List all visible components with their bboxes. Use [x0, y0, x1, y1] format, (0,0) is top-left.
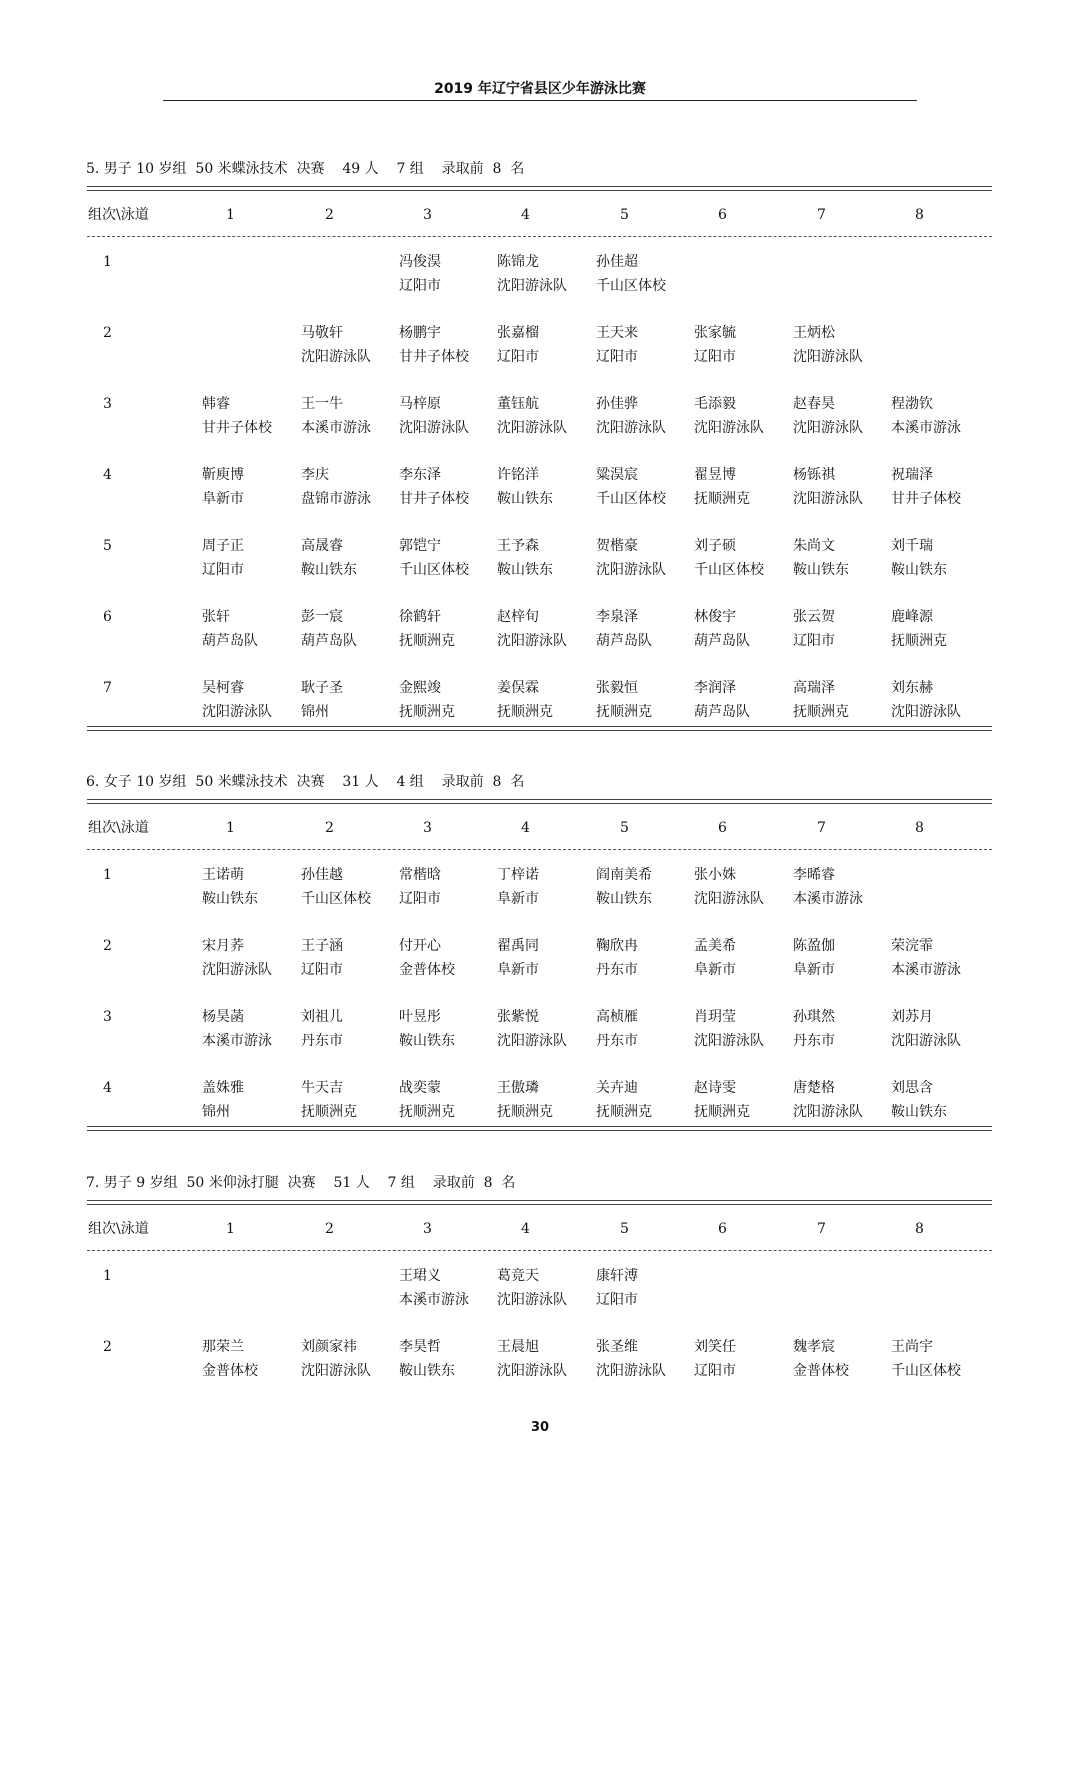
double-rule: [87, 186, 992, 191]
swimmer-team: 沈阳游泳队: [793, 349, 863, 365]
lane-header: 1: [226, 1221, 235, 1237]
swimmer-team: 千山区体校: [596, 491, 666, 507]
swimmer-name: 鹿峰源: [891, 609, 933, 625]
event-section: [0, 158, 1080, 758]
swimmer-name: 丁梓诺: [497, 867, 539, 883]
swimmer-name: 赵梓旬: [497, 609, 539, 625]
swimmer-name: 郭铠宁: [399, 538, 441, 554]
dashed-rule: [87, 1250, 992, 1251]
event-title: 5. 男子 10 岁组 50 米蝶泳技术 决赛 49 人 7 组 录取前 8 名: [86, 161, 525, 177]
swimmer-team: 千山区体校: [694, 562, 764, 578]
swimmer-name: 荣浣霏: [891, 938, 933, 954]
swimmer-name: 关卉迪: [596, 1080, 638, 1096]
swimmer-name: 翟禹同: [497, 938, 539, 954]
swimmer-name: 马敬轩: [301, 325, 343, 341]
lane-header: 7: [817, 1221, 826, 1237]
heat-number: 5: [103, 538, 112, 554]
swimmer-team: 葫芦岛队: [301, 633, 357, 649]
swimmer-name: 宋月荞: [202, 938, 244, 954]
swimmer-name: 孙佳超: [596, 254, 638, 270]
swimmer-name: 刘子硕: [694, 538, 736, 554]
swimmer-team: 抚顺洲克: [596, 1104, 652, 1120]
swimmer-team: 锦州: [202, 1104, 230, 1120]
lane-header: 8: [915, 820, 924, 836]
swimmer-team: 鞍山铁东: [891, 1104, 947, 1120]
swimmer-team: 抚顺洲克: [399, 1104, 455, 1120]
swimmer-name: 祝瑞泽: [891, 467, 933, 483]
heat-number: 1: [103, 254, 112, 270]
lane-header: 7: [817, 820, 826, 836]
swimmer-name: 唐楚格: [793, 1080, 835, 1096]
swimmer-name: 魏孝宸: [793, 1339, 835, 1355]
swimmer-team: 辽阳市: [301, 962, 343, 978]
swimmer-name: 陈锦龙: [497, 254, 539, 270]
swimmer-team: 沈阳游泳队: [793, 420, 863, 436]
lane-header: 6: [718, 1221, 727, 1237]
heat-number: 2: [103, 1339, 112, 1355]
swimmer-team: 本溪市游泳: [399, 1292, 469, 1308]
swimmer-team: 阜新市: [202, 491, 244, 507]
swimmer-team: 沈阳游泳队: [399, 420, 469, 436]
swimmer-name: 赵春昊: [793, 396, 835, 412]
event-title: 7. 男子 9 岁组 50 米仰泳打腿 决赛 51 人 7 组 录取前 8 名: [86, 1175, 516, 1191]
swimmer-team: 千山区体校: [596, 278, 666, 294]
swimmer-team: 抚顺洲克: [596, 704, 652, 720]
swimmer-team: 沈阳游泳队: [891, 704, 961, 720]
swimmer-team: 盘锦市游泳: [301, 491, 371, 507]
double-rule: [87, 726, 992, 731]
swimmer-team: 辽阳市: [596, 1292, 638, 1308]
swimmer-name: 付开心: [399, 938, 441, 954]
swimmer-name: 刘笑任: [694, 1339, 736, 1355]
swimmer-team: 本溪市游泳: [891, 420, 961, 436]
dashed-rule: [87, 849, 992, 850]
swimmer-name: 王子涵: [301, 938, 343, 954]
swimmer-name: 王予森: [497, 538, 539, 554]
swimmer-name: 贺楷豪: [596, 538, 638, 554]
swimmer-team: 沈阳游泳队: [694, 891, 764, 907]
lane-header: 8: [915, 1221, 924, 1237]
swimmer-name: 冯俊淏: [399, 254, 441, 270]
swimmer-team: 辽阳市: [202, 562, 244, 578]
heat-lane-header: 组次\泳道: [88, 1221, 149, 1237]
lane-header: 3: [423, 207, 432, 223]
swimmer-team: 阜新市: [694, 962, 736, 978]
swimmer-team: 阜新市: [497, 891, 539, 907]
swimmer-team: 葫芦岛队: [202, 633, 258, 649]
header-rule: [163, 100, 917, 101]
swimmer-name: 李润泽: [694, 680, 736, 696]
swimmer-team: 丹东市: [596, 1033, 638, 1049]
swimmer-team: 辽阳市: [497, 349, 539, 365]
swimmer-name: 王诺萌: [202, 867, 244, 883]
swimmer-team: 鞍山铁东: [497, 562, 553, 578]
swimmer-team: 甘井子体校: [891, 491, 961, 507]
swimmer-team: 沈阳游泳队: [301, 349, 371, 365]
swimmer-name: 孟美希: [694, 938, 736, 954]
swimmer-team: 甘井子体校: [202, 420, 272, 436]
swimmer-team: 金普体校: [202, 1363, 258, 1379]
event-section: [0, 1172, 1080, 1772]
swimmer-name: 吴柯睿: [202, 680, 244, 696]
swimmer-team: 丹东市: [793, 1033, 835, 1049]
swimmer-name: 陈盈伽: [793, 938, 835, 954]
swimmer-team: 葫芦岛队: [694, 704, 750, 720]
swimmer-name: 粱淏宸: [596, 467, 638, 483]
swimmer-name: 张云贺: [793, 609, 835, 625]
heat-number: 4: [103, 467, 112, 483]
swimmer-team: 本溪市游泳: [202, 1033, 272, 1049]
swimmer-name: 鞠欣冉: [596, 938, 638, 954]
heat-number: 3: [103, 1009, 112, 1025]
swimmer-name: 张小姝: [694, 867, 736, 883]
heat-number: 3: [103, 396, 112, 412]
heat-number: 1: [103, 867, 112, 883]
swimmer-team: 抚顺洲克: [793, 704, 849, 720]
swimmer-team: 鞍山铁东: [793, 562, 849, 578]
swimmer-name: 靳庾博: [202, 467, 244, 483]
swimmer-team: 抚顺洲克: [399, 704, 455, 720]
swimmer-team: 沈阳游泳队: [497, 1033, 567, 1049]
swimmer-team: 辽阳市: [793, 633, 835, 649]
lane-header: 5: [620, 820, 629, 836]
lane-header: 4: [521, 1221, 530, 1237]
swimmer-name: 王炳松: [793, 325, 835, 341]
swimmer-name: 康轩溥: [596, 1268, 638, 1284]
swimmer-team: 辽阳市: [694, 1363, 736, 1379]
heat-number: 7: [103, 680, 112, 696]
swimmer-name: 彭一宸: [301, 609, 343, 625]
swimmer-name: 许铭洋: [497, 467, 539, 483]
swimmer-name: 王一牛: [301, 396, 343, 412]
lane-header: 1: [226, 820, 235, 836]
swimmer-name: 王尚宇: [891, 1339, 933, 1355]
swimmer-team: 葫芦岛队: [596, 633, 652, 649]
swimmer-name: 董钰航: [497, 396, 539, 412]
swimmer-name: 盖姝雅: [202, 1080, 244, 1096]
swimmer-team: 抚顺洲克: [891, 633, 947, 649]
lane-header: 2: [325, 207, 334, 223]
swimmer-team: 沈阳游泳队: [497, 633, 567, 649]
swimmer-team: 本溪市游泳: [891, 962, 961, 978]
lane-header: 5: [620, 1221, 629, 1237]
lane-header: 2: [325, 1221, 334, 1237]
swimmer-name: 高瑞泽: [793, 680, 835, 696]
lane-header: 1: [226, 207, 235, 223]
swimmer-name: 孙琪然: [793, 1009, 835, 1025]
swimmer-team: 鞍山铁东: [399, 1033, 455, 1049]
heat-number: 4: [103, 1080, 112, 1096]
swimmer-team: 沈阳游泳队: [497, 1363, 567, 1379]
swimmer-team: 沈阳游泳队: [497, 1292, 567, 1308]
swimmer-name: 阎南美希: [596, 867, 652, 883]
swimmer-name: 王珺义: [399, 1268, 441, 1284]
heat-number: 2: [103, 325, 112, 341]
swimmer-team: 沈阳游泳队: [301, 1363, 371, 1379]
swimmer-team: 沈阳游泳队: [497, 278, 567, 294]
swimmer-team: 抚顺洲克: [497, 1104, 553, 1120]
swimmer-name: 刘千瑞: [891, 538, 933, 554]
heat-lane-header: 组次\泳道: [88, 820, 149, 836]
swimmer-team: 本溪市游泳: [793, 891, 863, 907]
lane-header: 7: [817, 207, 826, 223]
swimmer-team: 千山区体校: [301, 891, 371, 907]
double-rule: [87, 1200, 992, 1205]
swimmer-team: 抚顺洲克: [694, 1104, 750, 1120]
swimmer-team: 葫芦岛队: [694, 633, 750, 649]
swimmer-team: 抚顺洲克: [694, 491, 750, 507]
swimmer-name: 张圣维: [596, 1339, 638, 1355]
lane-header: 3: [423, 1221, 432, 1237]
swimmer-name: 杨昊菡: [202, 1009, 244, 1025]
swimmer-team: 鞍山铁东: [399, 1363, 455, 1379]
lane-header: 4: [521, 207, 530, 223]
swimmer-name: 毛添毅: [694, 396, 736, 412]
swimmer-name: 王傲璘: [497, 1080, 539, 1096]
swimmer-name: 牛天吉: [301, 1080, 343, 1096]
swimmer-name: 赵诗雯: [694, 1080, 736, 1096]
swimmer-team: 沈阳游泳队: [694, 420, 764, 436]
dashed-rule: [87, 236, 992, 237]
swimmer-name: 高晟睿: [301, 538, 343, 554]
swimmer-team: 抚顺洲克: [399, 633, 455, 649]
swimmer-name: 刘祖儿: [301, 1009, 343, 1025]
swimmer-name: 李东泽: [399, 467, 441, 483]
swimmer-team: 沈阳游泳队: [891, 1033, 961, 1049]
swimmer-team: 沈阳游泳队: [596, 562, 666, 578]
swimmer-team: 甘井子体校: [399, 491, 469, 507]
swimmer-name: 李庆: [301, 467, 329, 483]
heat-number: 2: [103, 938, 112, 954]
event-title: 6. 女子 10 岁组 50 米蝶泳技术 决赛 31 人 4 组 录取前 8 名: [86, 774, 525, 790]
swimmer-team: 千山区体校: [399, 562, 469, 578]
heat-number: 1: [103, 1268, 112, 1284]
swimmer-team: 金普体校: [399, 962, 455, 978]
swimmer-name: 杨鹏宇: [399, 325, 441, 341]
lane-header: 4: [521, 820, 530, 836]
swimmer-name: 徐鹤轩: [399, 609, 441, 625]
swimmer-team: 甘井子体校: [399, 349, 469, 365]
swimmer-team: 丹东市: [301, 1033, 343, 1049]
swimmer-team: 沈阳游泳队: [202, 704, 272, 720]
swimmer-team: 沈阳游泳队: [596, 1363, 666, 1379]
swimmer-name: 金熙竣: [399, 680, 441, 696]
swimmer-name: 马梓原: [399, 396, 441, 412]
swimmer-team: 沈阳游泳队: [202, 962, 272, 978]
swimmer-name: 李泉泽: [596, 609, 638, 625]
lane-header: 3: [423, 820, 432, 836]
lane-header: 6: [718, 207, 727, 223]
swimmer-name: 叶昱彤: [399, 1009, 441, 1025]
swimmer-team: 阜新市: [497, 962, 539, 978]
swimmer-name: 周子正: [202, 538, 244, 554]
swimmer-name: 李晞睿: [793, 867, 835, 883]
swimmer-name: 翟昱博: [694, 467, 736, 483]
swimmer-name: 刘东赫: [891, 680, 933, 696]
swimmer-team: 金普体校: [793, 1363, 849, 1379]
swimmer-name: 孙佳骅: [596, 396, 638, 412]
swimmer-name: 高桢雁: [596, 1009, 638, 1025]
swimmer-team: 抚顺洲克: [497, 704, 553, 720]
lane-header: 6: [718, 820, 727, 836]
swimmer-team: 辽阳市: [399, 278, 441, 294]
swimmer-team: 沈阳游泳队: [793, 1104, 863, 1120]
swimmer-name: 肖玥莹: [694, 1009, 736, 1025]
swimmer-name: 张紫悦: [497, 1009, 539, 1025]
swimmer-team: 抚顺洲克: [301, 1104, 357, 1120]
swimmer-team: 本溪市游泳: [301, 420, 371, 436]
double-rule: [87, 1126, 992, 1131]
swimmer-team: 沈阳游泳队: [694, 1033, 764, 1049]
swimmer-name: 王天来: [596, 325, 638, 341]
double-rule: [87, 799, 992, 804]
page-header-title: 2019 年辽宁省县区少年游泳比赛: [434, 81, 646, 97]
lane-header: 8: [915, 207, 924, 223]
swimmer-team: 辽阳市: [596, 349, 638, 365]
swimmer-name: 程渤钦: [891, 396, 933, 412]
swimmer-team: 千山区体校: [891, 1363, 961, 1379]
swimmer-name: 刘思含: [891, 1080, 933, 1096]
swimmer-team: 鞍山铁东: [301, 562, 357, 578]
swimmer-name: 刘苏月: [891, 1009, 933, 1025]
swimmer-team: 沈阳游泳队: [596, 420, 666, 436]
swimmer-name: 张轩: [202, 609, 230, 625]
swimmer-name: 孙佳越: [301, 867, 343, 883]
swimmer-name: 张毅恒: [596, 680, 638, 696]
swimmer-name: 朱尚文: [793, 538, 835, 554]
swimmer-team: 辽阳市: [694, 349, 736, 365]
lane-header: 2: [325, 820, 334, 836]
swimmer-team: 锦州: [301, 704, 329, 720]
swimmer-team: 阜新市: [793, 962, 835, 978]
swimmer-name: 韩睿: [202, 396, 230, 412]
swimmer-team: 鞍山铁东: [891, 562, 947, 578]
swimmer-team: 丹东市: [596, 962, 638, 978]
swimmer-team: 鞍山铁东: [497, 491, 553, 507]
swimmer-team: 辽阳市: [399, 891, 441, 907]
swimmer-name: 张家毓: [694, 325, 736, 341]
swimmer-name: 刘颜家祎: [301, 1339, 357, 1355]
swimmer-team: 沈阳游泳队: [497, 420, 567, 436]
swimmer-name: 战奕蒙: [399, 1080, 441, 1096]
swimmer-name: 葛竞天: [497, 1268, 539, 1284]
swimmer-name: 张嘉榴: [497, 325, 539, 341]
swimmer-team: 鞍山铁东: [596, 891, 652, 907]
swimmer-name: 耿子圣: [301, 680, 343, 696]
swimmer-team: 沈阳游泳队: [793, 491, 863, 507]
lane-header: 5: [620, 207, 629, 223]
heat-lane-header: 组次\泳道: [88, 207, 149, 223]
swimmer-name: 王晨旭: [497, 1339, 539, 1355]
swimmer-name: 李昊哲: [399, 1339, 441, 1355]
swimmer-name: 杨铄祺: [793, 467, 835, 483]
swimmer-name: 常楷晗: [399, 867, 441, 883]
heat-number: 6: [103, 609, 112, 625]
swimmer-name: 那荣兰: [202, 1339, 244, 1355]
page-number: 30: [530, 1420, 550, 1435]
swimmer-name: 姜俣霖: [497, 680, 539, 696]
swimmer-team: 鞍山铁东: [202, 891, 258, 907]
swimmer-name: 林俊宇: [694, 609, 736, 625]
